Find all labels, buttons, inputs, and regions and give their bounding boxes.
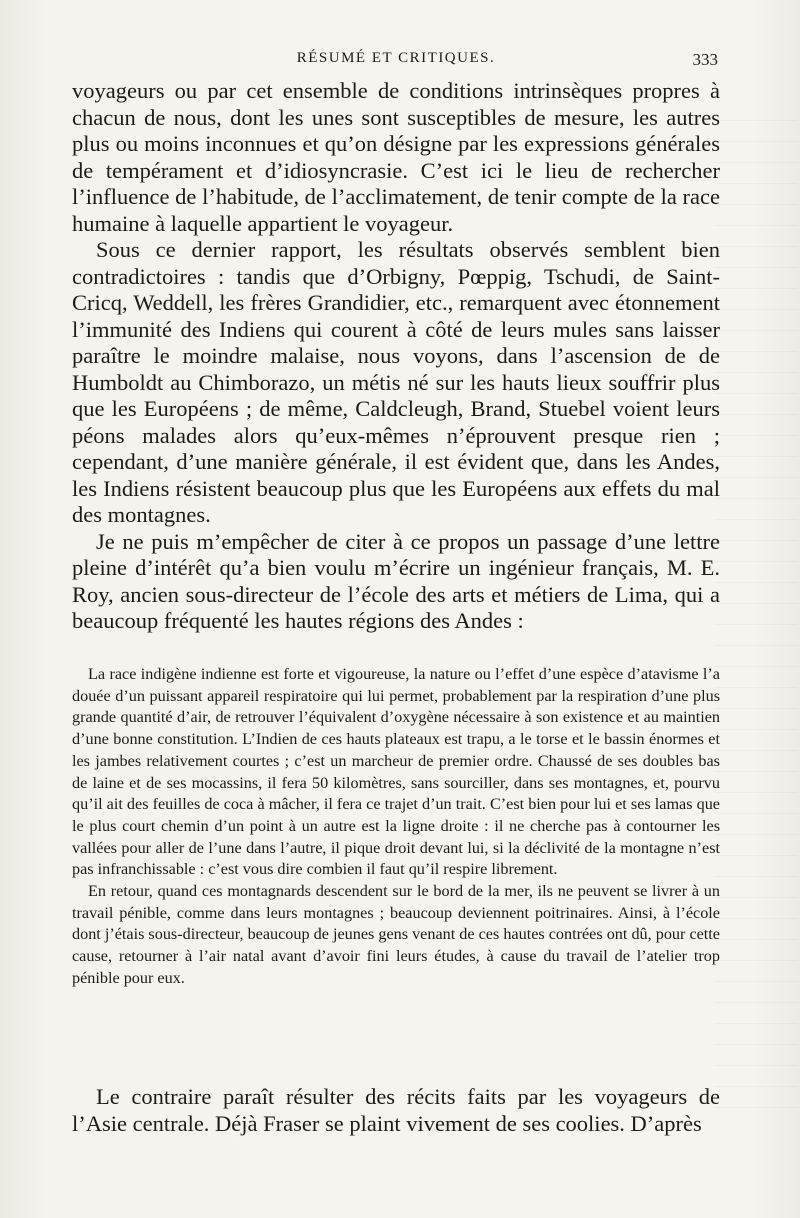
- paragraph-letter-intro: Je ne puis m’empêcher de citer à ce propos un passage d’une lettre pleine d’intérêt qu’a bien voulu m’écrire un ingénieur français, M. E. Roy, ancien sous-directeur de l’école des arts et métiers de Lima, qui a beaucoup fréquenté les hautes régions des Andes :: [72, 528, 720, 633]
- page-number: 333: [692, 50, 718, 69]
- running-head: RÉSUMÉ ET CRITIQUES.: [296, 50, 496, 66]
- paragraph-observations: Sous ce dernier rapport, les résultats observés semblent bien contradictoires : tandis que d’Orbigny, Pœppig, Tschudi, de Saint-Cricq, Weddell, les frères Grandidier, etc., remarquent avec étonnement l’immunité des Indiens qui courent à côté de leurs mules sans laisser paraître le moindre malaise, nous voyons, dans l’ascension de de Humboldt au Chimborazo, un métis né sur les hauts lieux souffrir plus que les Européens ; de même, Caldcleugh, Brand, Stuebel voient leurs péons malades alors qu’eux-mêmes n’éprouvent presque rien ; cependant, d’une manière générale, il est évident que, dans les Andes, les Indiens résistent beaucoup plus que les Européens aux effets du mal des montagnes.: [72, 237, 720, 527]
- block-quote: [72, 664, 720, 990]
- quote-paragraph: En retour, quand ces montagnards descendent sur le bord de la mer, ils ne peuvent se livrer à un travail pénible, comme dans leurs montagnes ; beaucoup deviennent poitrinaires. Ainsi, à l’école dont j’étais sous-directeur, beaucoup de jeunes gens venant de ces hautes contrées ont dû, pour cette cause, retourner à l’air natal avant d’avoir fini leurs études, à cause du travail de l’atelier trop pénible pour eux.: [72, 882, 720, 987]
- main-text: [72, 78, 720, 635]
- page-header: [72, 50, 720, 72]
- closing-text: [72, 1083, 720, 1137]
- show-through-texture: [714, 120, 798, 1110]
- paragraph-continuation: voyageurs ou par cet ensemble de conditions intrinsèques propres à chacun de nous, dont les unes sont susceptibles de mesure, les autres plus ou moins inconnues et qu’on désigne par les expressions générales de tempérament et d’idiosyncrasie. C’est ici le lieu de rechercher l’influence de l’habitude, de l’acclimatement, de tenir compte de la race humaine à laquelle appartient le voyageur.: [72, 78, 720, 236]
- quote-paragraph: La race indigène indienne est forte et vigoureuse, la nature ou l’effet d’une espèce d’atavisme l’a douée d’un puissant appareil respiratoire qui lui permet, probablement par la respiration d’une plus grande quantité d’air, de retrouver l’équivalent d’oxygène nécessaire à son existence et au maintien d’une bonne constitution. L’Indien de ces hauts plateaux est trapu, a le torse et le bassin énormes et les jambes relativement courtes ; c’est un marcheur de premier ordre. Chaussé de ses doubles bas de laine et de ses mocassins, il fera 50 kilomètres, sans sourciller, dans ses montagnes, et, pourvu qu’il ait des feuilles de coca à mâcher, il fera ce trajet d’un trait. C’est bien pour lui et ses lamas que le plus court chemin d’un point à un autre est la ligne droite : il ne cherche pas à contourner les vallées pour aller de l’une dans l’autre, il pique droit devant lui, si la déclivité de la montagne n’est pas infranchissable : c’est vous dire combien il faut qu’il respire librement.: [72, 665, 720, 879]
- closing-paragraph: Le contraire paraît résulter des récits faits par les voyageurs de l’Asie centrale. Déjà Fraser se plaint vivement de ses coolies. D’après: [72, 1084, 720, 1136]
